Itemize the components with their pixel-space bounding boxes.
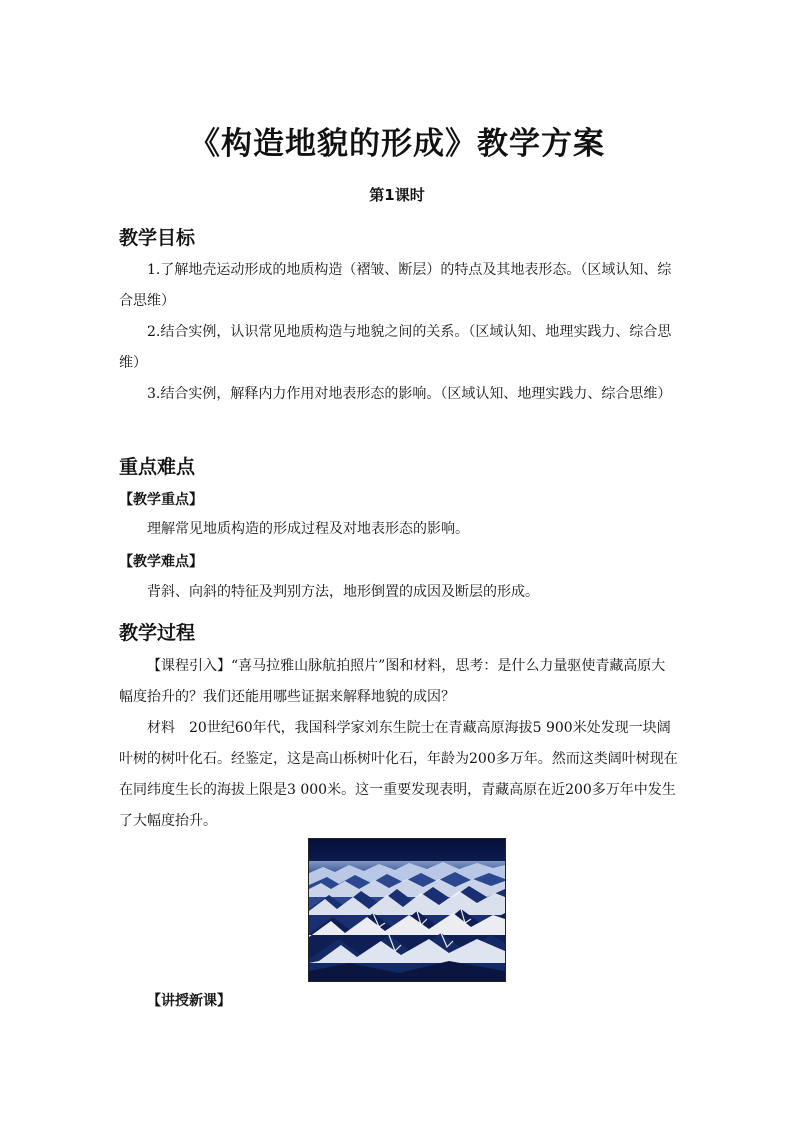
intro-paragraph: 【课程引入】“喜马拉雅山脉航拍照片”图和材料，思考：是什么力量驱使青藏高原大幅度抬升的？我们还能用哪些证据来解释地貌的成因？ (119, 658, 666, 705)
material-paragraph: 材料 20世纪60年代，我国科学家刘东生院士在青藏高原海拔5 900米处发现一块阔叶树的树叶化石。经鉴定，这是高山栎树叶化石，年龄为200多万年。然而这类阔叶树现在在同纬度生长的海拔上限是3 000米。这一重要发现表明，青藏高原在近200多万年中发生了大幅度抬升。 (119, 720, 678, 829)
focus-text: 理解常见地质构造的形成过程及对地表形态的影响。 (147, 521, 469, 537)
lesson-number: 第1课时 (369, 186, 425, 204)
mountain-photo-illustration (309, 839, 505, 981)
key-points-heading: 重点难点 (119, 456, 196, 478)
document-title: 《构造地貌的形成》教学方案 (189, 126, 605, 162)
goal-item-3: 3.结合实例，解释内力作用对地表形态的影响。（区域认知、地理实践力、综合思维） (147, 386, 672, 402)
goals-heading: 教学目标 (119, 227, 196, 249)
himalaya-aerial-photo (308, 838, 506, 982)
new-lesson-label: 【讲授新课】 (147, 993, 231, 1009)
goal-item-1: 1.了解地壳运动形成的地质构造（褶皱、断层）的特点及其地表形态。（区域认知、综合思维） (119, 262, 672, 309)
focus-label: 【教学重点】 (119, 492, 203, 508)
process-heading: 教学过程 (119, 622, 196, 644)
goal-item-2: 2.结合实例，认识常见地质构造与地貌之间的关系。（区域认知、地理实践力、综合思维） (119, 324, 672, 371)
difficulty-label: 【教学难点】 (119, 554, 203, 570)
difficulty-text: 背斜、向斜的特征及判别方法，地形倒置的成因及断层的形成。 (147, 584, 539, 600)
